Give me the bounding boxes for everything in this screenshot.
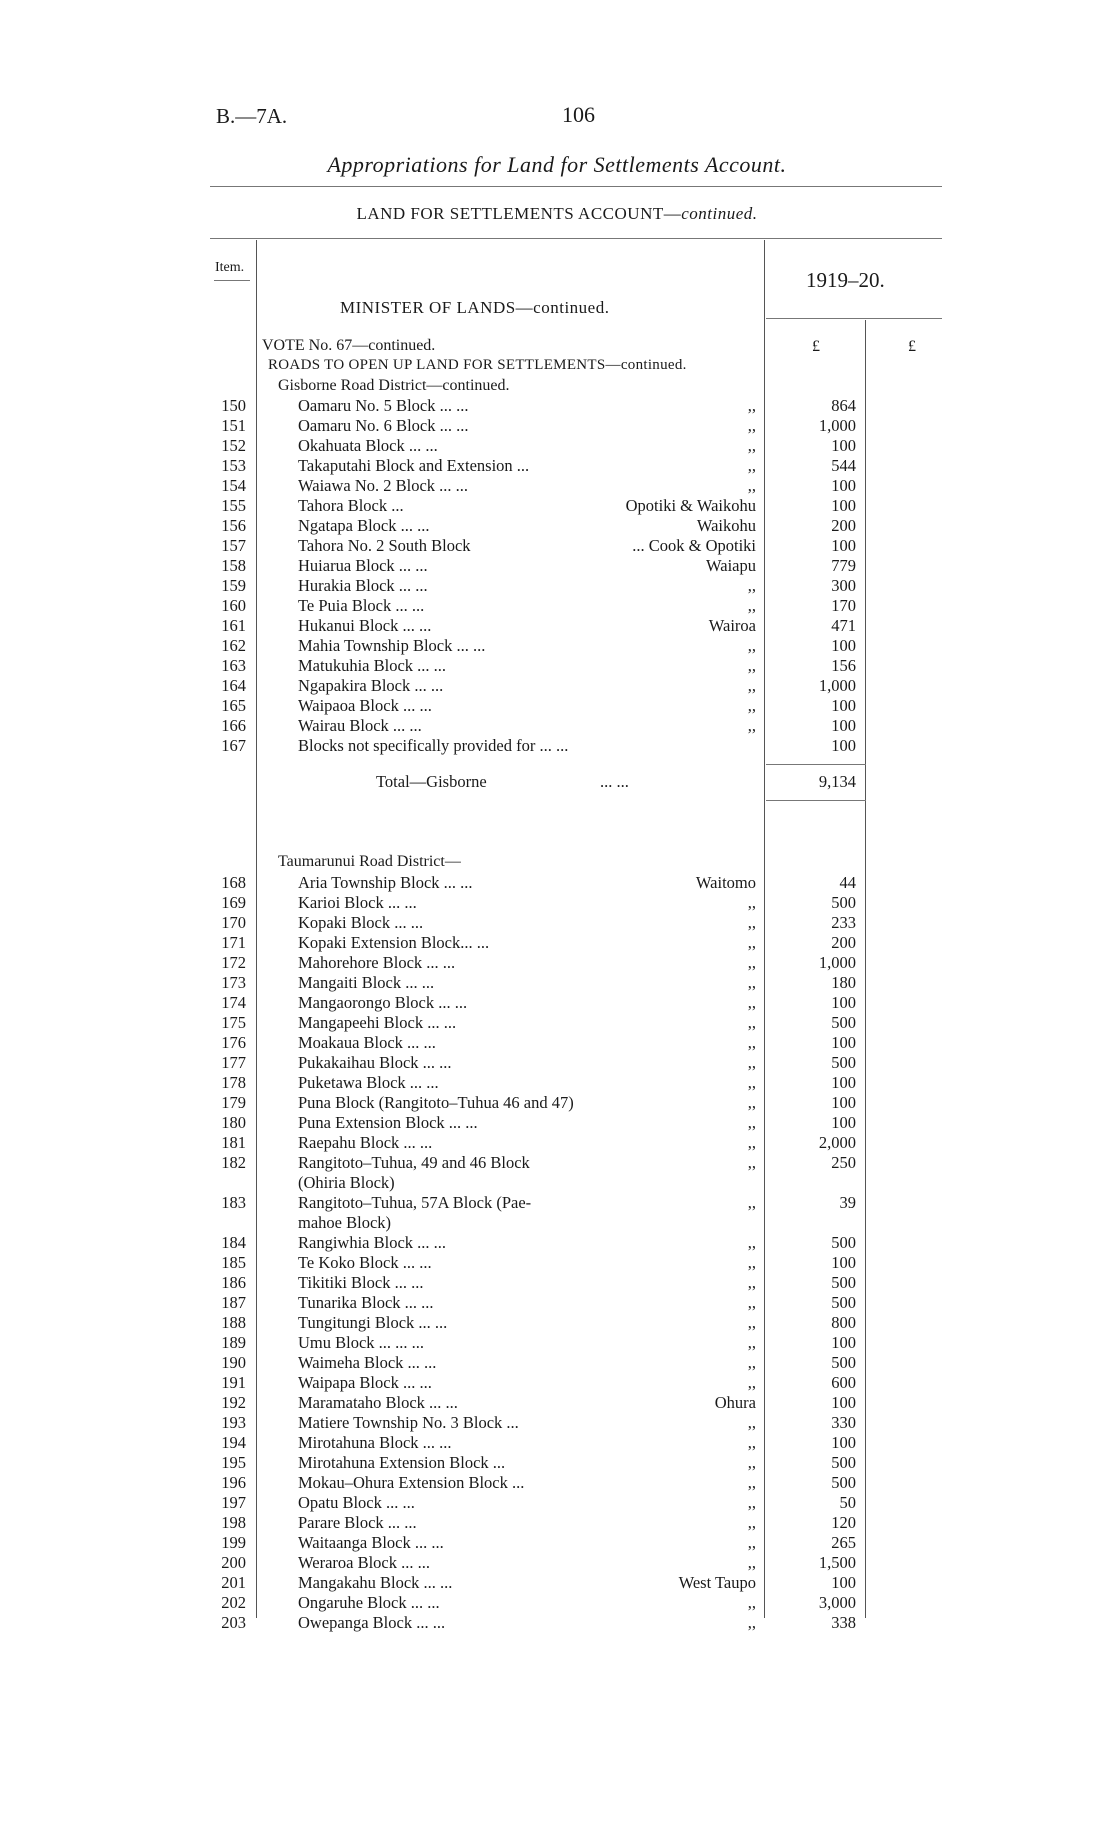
district-name: Wairoa [708, 616, 756, 635]
district-name: Waiapu [706, 556, 756, 575]
block-name: Waipapa Block ... ... [298, 1373, 432, 1392]
item-number: 202 [221, 1593, 246, 1612]
vote-heading: VOTE No. 67—continued. [262, 337, 436, 354]
item-number: 167 [221, 736, 246, 755]
block-name: Tungitungi Block ... ... [298, 1313, 448, 1332]
table-row [0, 636, 1114, 656]
block-name: Te Koko Block ... ... [298, 1253, 432, 1272]
item-number: 183 [221, 1193, 246, 1212]
district-name: ,, [747, 973, 756, 992]
item-number: 159 [221, 576, 246, 595]
table-row [0, 933, 1114, 953]
block-name: Tunarika Block ... ... [298, 1293, 434, 1312]
item-number: 173 [221, 973, 246, 992]
total-label: Total—Gisborne [376, 772, 487, 791]
item-number: 152 [221, 436, 246, 455]
item-number: 193 [221, 1413, 246, 1432]
table-row [0, 1273, 1114, 1293]
total-amount: 9,134 [818, 772, 856, 791]
amount: 180 [831, 973, 856, 992]
item-number: 194 [221, 1433, 246, 1452]
amount: 233 [831, 913, 856, 932]
amount: 100 [831, 736, 856, 755]
section-title-main: LAND FOR SETTLEMENTS ACCOUNT— [356, 204, 682, 223]
amount: 156 [831, 656, 856, 675]
table-row [0, 476, 1114, 496]
block-name: Te Puia Block ... ... [298, 596, 425, 615]
block-name: Matukuhia Block ... ... [298, 656, 447, 675]
currency-symbol: £ [908, 338, 916, 355]
district-name: West Taupo [678, 1573, 756, 1592]
amount: 800 [831, 1313, 856, 1332]
item-number: 192 [221, 1393, 246, 1412]
amount: 300 [831, 576, 856, 595]
page-title: Appropriations for Land for Settlements Account. [327, 152, 787, 177]
block-name: Waiawa No. 2 Block ... ... [298, 476, 469, 495]
amount: 100 [831, 1253, 856, 1272]
district-name: ,, [747, 1433, 756, 1452]
block-name: Ngatapa Block ... ... [298, 516, 430, 535]
table-row [0, 1313, 1114, 1333]
block-name: Parare Block ... ... [298, 1513, 417, 1532]
item-number: 150 [221, 396, 246, 415]
block-name: Tahora Block ... [298, 496, 404, 515]
table-row [0, 616, 1114, 636]
table-row [0, 1233, 1114, 1253]
item-number: 185 [221, 1253, 246, 1272]
table-row [0, 736, 1114, 756]
table-row [0, 893, 1114, 913]
district-name: ,, [747, 1353, 756, 1372]
amount: 1,000 [818, 676, 856, 695]
block-name: Puketawa Block ... ... [298, 1073, 439, 1092]
table-row [0, 1433, 1114, 1453]
table-top-rule [210, 238, 942, 239]
amount: 3,000 [818, 1593, 856, 1612]
item-number: 182 [221, 1153, 246, 1172]
amount: 100 [831, 476, 856, 495]
district-name: ,, [747, 1033, 756, 1052]
amount: 338 [831, 1613, 856, 1632]
district-name: ,, [747, 1133, 756, 1152]
table-row [0, 1033, 1114, 1053]
item-number: 181 [221, 1133, 246, 1152]
item-number: 180 [221, 1113, 246, 1132]
table-row [0, 516, 1114, 536]
block-name-continuation: mahoe Block) [298, 1213, 392, 1232]
amount: 1,500 [818, 1553, 856, 1572]
table-row [0, 1253, 1114, 1273]
district-name: ,, [747, 1553, 756, 1572]
block-name: Kopaki Block ... ... [298, 913, 424, 932]
district-name: ,, [747, 1593, 756, 1612]
table-row [0, 1153, 1114, 1193]
amount: 100 [831, 716, 856, 735]
block-name: Mangaiti Block ... ... [298, 973, 435, 992]
amount: 120 [831, 1513, 856, 1532]
amount: 100 [831, 993, 856, 1012]
amount: 500 [831, 1233, 856, 1252]
item-number: 172 [221, 953, 246, 972]
item-number: 169 [221, 893, 246, 912]
district-name: Waikohu [696, 516, 756, 535]
table-row [0, 556, 1114, 576]
item-number: 157 [221, 536, 246, 555]
block-name: Rangiwhia Block ... ... [298, 1233, 447, 1252]
block-name: Umu Block ... ... ... [298, 1333, 425, 1352]
table-row [0, 1533, 1114, 1553]
total-leader-dots: ... ... [600, 772, 629, 791]
district-name: ,, [747, 1293, 756, 1312]
total-lower-rule [766, 800, 866, 801]
table-row [0, 993, 1114, 1013]
amount: 330 [831, 1413, 856, 1432]
district-name: ,, [747, 696, 756, 715]
block-name: Huiarua Block ... ... [298, 556, 428, 575]
amount: 100 [831, 1033, 856, 1052]
year-column-header: 1919–20. [806, 268, 885, 292]
block-name: Puna Block (Rangitoto–Tuhua 46 and 47) [298, 1093, 574, 1112]
block-name: Waimeha Block ... ... [298, 1353, 437, 1372]
block-name-continuation: (Ohiria Block) [298, 1173, 395, 1192]
district-name: ,, [747, 953, 756, 972]
item-number: 195 [221, 1453, 246, 1472]
block-name: Kopaki Extension Block... ... [298, 933, 490, 952]
district-name: ,, [747, 1193, 756, 1212]
amount: 500 [831, 1353, 856, 1372]
total-upper-rule [766, 764, 866, 765]
district-name: Opotiki & Waikohu [625, 496, 756, 515]
item-number: 197 [221, 1493, 246, 1512]
item-number: 187 [221, 1293, 246, 1312]
block-name: Mangakahu Block ... ... [298, 1573, 453, 1592]
block-name: Owepanga Block ... ... [298, 1613, 446, 1632]
amount: 779 [831, 556, 856, 575]
item-number: 199 [221, 1533, 246, 1552]
table-row [0, 596, 1114, 616]
district-name: ,, [747, 1533, 756, 1552]
item-number: 151 [221, 416, 246, 435]
district-name: Ohura [714, 1393, 756, 1412]
district-name: ,, [747, 456, 756, 475]
item-number: 162 [221, 636, 246, 655]
district-name: ,, [747, 1073, 756, 1092]
table-row [0, 1113, 1114, 1133]
amount: 170 [831, 596, 856, 615]
roads-heading: ROADS TO OPEN UP LAND FOR SETTLEMENTS—continued. [268, 357, 687, 373]
item-number: 155 [221, 496, 246, 515]
table-row [0, 1373, 1114, 1393]
item-number: 161 [221, 616, 246, 635]
block-name: Opatu Block ... ... [298, 1493, 415, 1512]
table-row [0, 416, 1114, 436]
item-number: 200 [221, 1553, 246, 1572]
district-name: ,, [747, 1493, 756, 1512]
table-row [0, 1193, 1114, 1233]
item-header-rule [214, 280, 250, 281]
item-number: 190 [221, 1353, 246, 1372]
section-title [0, 204, 1114, 224]
page-reference: B.—7A. [216, 104, 288, 128]
block-name: Oamaru No. 5 Block ... ... [298, 396, 469, 415]
item-number: 158 [221, 556, 246, 575]
amount: 500 [831, 893, 856, 912]
block-name: Okahuata Block ... ... [298, 436, 438, 455]
table-row [0, 1133, 1114, 1153]
amount: 544 [831, 456, 856, 475]
amount: 500 [831, 1293, 856, 1312]
block-name: Mangapeehi Block ... ... [298, 1013, 457, 1032]
block-name: Blocks not specifically provided for ... ... [298, 736, 569, 755]
table-row [0, 1393, 1114, 1413]
district-name: ,, [747, 656, 756, 675]
district-name: ,, [747, 436, 756, 455]
title-rule [210, 186, 942, 187]
amount: 100 [831, 1433, 856, 1452]
item-number: 186 [221, 1273, 246, 1292]
table-row [0, 1353, 1114, 1373]
block-name: Mirotahuna Extension Block ... [298, 1453, 506, 1472]
table-row [0, 1553, 1114, 1573]
district-name: ,, [747, 1453, 756, 1472]
district-name: ,, [747, 1093, 756, 1112]
block-name: Rangitoto–Tuhua, 57A Block (Pae- [298, 1193, 532, 1212]
item-column-header: Item. [215, 260, 245, 275]
block-name: Mahorehore Block ... ... [298, 953, 456, 972]
amount: 864 [831, 396, 856, 415]
item-number: 154 [221, 476, 246, 495]
table-row [0, 1093, 1114, 1113]
item-number: 170 [221, 913, 246, 932]
table-row [0, 496, 1114, 516]
district-name: ,, [747, 636, 756, 655]
district-name: ,, [747, 676, 756, 695]
district-name: ,, [747, 576, 756, 595]
block-name: Wairau Block ... ... [298, 716, 422, 735]
total-row [0, 772, 1114, 792]
table-row [0, 1573, 1114, 1593]
district-name: ,, [747, 1253, 756, 1272]
district-name: ,, [747, 596, 756, 615]
table-row [0, 576, 1114, 596]
item-number: 176 [221, 1033, 246, 1052]
district-name: ,, [747, 1113, 756, 1132]
item-number: 189 [221, 1333, 246, 1352]
block-name: Waipaoa Block ... ... [298, 696, 432, 715]
page-number: 106 [562, 102, 595, 127]
table-row [0, 1293, 1114, 1313]
table-row [0, 953, 1114, 973]
district-name: ,, [747, 1233, 756, 1252]
amount: 100 [831, 1573, 856, 1592]
district-name: ,, [747, 1413, 756, 1432]
district-name: ... Cook & Opotiki [632, 536, 756, 555]
table-row [0, 1493, 1114, 1513]
table-row [0, 1513, 1114, 1533]
district-name: ,, [747, 1513, 756, 1532]
block-name: Matiere Township No. 3 Block ... [298, 1413, 519, 1432]
item-number: 178 [221, 1073, 246, 1092]
amount: 100 [831, 696, 856, 715]
district-name: ,, [747, 1473, 756, 1492]
block-name: Mahia Township Block ... ... [298, 636, 486, 655]
block-name: Aria Township Block ... ... [298, 873, 473, 892]
item-number: 164 [221, 676, 246, 695]
year-header-rule [766, 318, 942, 319]
table-row [0, 1073, 1114, 1093]
amount: 44 [839, 873, 856, 892]
minister-heading: MINISTER OF LANDS—continued. [340, 298, 610, 317]
item-number: 166 [221, 716, 246, 735]
block-name: Puna Extension Block ... ... [298, 1113, 478, 1132]
amount: 100 [831, 1393, 856, 1412]
item-number: 160 [221, 596, 246, 615]
table-row [0, 676, 1114, 696]
district-name: ,, [747, 416, 756, 435]
item-number: 168 [221, 873, 246, 892]
amount: 1,000 [818, 416, 856, 435]
table-row [0, 656, 1114, 676]
district-name: ,, [747, 1273, 756, 1292]
block-name: Raepahu Block ... ... [298, 1133, 433, 1152]
district-name: ,, [747, 1613, 756, 1632]
block-name: Moakaua Block ... ... [298, 1033, 436, 1052]
amount: 265 [831, 1533, 856, 1552]
item-number: 171 [221, 933, 246, 952]
item-number: 188 [221, 1313, 246, 1332]
table-row [0, 1053, 1114, 1073]
amount: 39 [839, 1193, 856, 1212]
taumarunui-district-heading: Taumarunui Road District— [278, 853, 461, 870]
block-name: Tikitiki Block ... ... [298, 1273, 424, 1292]
district-name: Waitomo [695, 873, 756, 892]
block-name: Mokau–Ohura Extension Block ... [298, 1473, 525, 1492]
item-number: 153 [221, 456, 246, 475]
block-name: Oamaru No. 6 Block ... ... [298, 416, 469, 435]
district-name: ,, [747, 933, 756, 952]
item-number: 156 [221, 516, 246, 535]
item-number: 196 [221, 1473, 246, 1492]
table-row [0, 536, 1114, 556]
item-number: 191 [221, 1373, 246, 1392]
district-name: ,, [747, 1313, 756, 1332]
amount: 1,000 [818, 953, 856, 972]
block-name: Ngapakira Block ... ... [298, 676, 444, 695]
amount: 100 [831, 1333, 856, 1352]
amount: 200 [831, 933, 856, 952]
item-number: 198 [221, 1513, 246, 1532]
district-name: ,, [747, 1153, 756, 1172]
block-name: Ongaruhe Block ... ... [298, 1593, 440, 1612]
item-number: 177 [221, 1053, 246, 1072]
item-number: 201 [221, 1573, 246, 1592]
district-name: ,, [747, 913, 756, 932]
amount: 100 [831, 436, 856, 455]
district-name: ,, [747, 1333, 756, 1352]
block-name: Weraroa Block ... ... [298, 1553, 430, 1572]
block-name: Mirotahuna Block ... ... [298, 1433, 452, 1452]
amount: 500 [831, 1053, 856, 1072]
amount: 100 [831, 1073, 856, 1092]
item-number: 165 [221, 696, 246, 715]
district-name: ,, [747, 1373, 756, 1392]
amount: 2,000 [818, 1133, 856, 1152]
amount: 500 [831, 1453, 856, 1472]
amount: 100 [831, 496, 856, 515]
table-row [0, 456, 1114, 476]
block-name: Takaputahi Block and Extension ... [298, 456, 530, 475]
item-number: 179 [221, 1093, 246, 1112]
table-row [0, 1613, 1114, 1633]
block-name: Mangaorongo Block ... ... [298, 993, 468, 1012]
district-name: ,, [747, 1013, 756, 1032]
block-name: Pukakaihau Block ... ... [298, 1053, 452, 1072]
table-row [0, 973, 1114, 993]
district-name: ,, [747, 716, 756, 735]
block-name: Maramataho Block ... ... [298, 1393, 458, 1412]
district-name: ,, [747, 1053, 756, 1072]
table-row [0, 436, 1114, 456]
table-row [0, 1593, 1114, 1613]
district-name: ,, [747, 396, 756, 415]
block-name: Rangitoto–Tuhua, 49 and 46 Block [298, 1153, 530, 1172]
item-number: 163 [221, 656, 246, 675]
block-name: Tahora No. 2 South Block [298, 536, 471, 555]
block-name: Waitaanga Block ... ... [298, 1533, 444, 1552]
table-row [0, 396, 1114, 416]
table-row [0, 696, 1114, 716]
amount: 250 [831, 1153, 856, 1172]
amount: 500 [831, 1273, 856, 1292]
block-name: Hurakia Block ... ... [298, 576, 428, 595]
table-row [0, 1453, 1114, 1473]
amount: 100 [831, 1093, 856, 1112]
amount: 500 [831, 1013, 856, 1032]
currency-symbol: £ [812, 338, 820, 355]
table-row [0, 1473, 1114, 1493]
gisborne-district-heading: Gisborne Road District—continued. [278, 377, 510, 394]
table-row [0, 913, 1114, 933]
item-number: 203 [221, 1613, 246, 1632]
block-name: Hukanui Block ... ... [298, 616, 432, 635]
table-row [0, 1333, 1114, 1353]
amount: 50 [839, 1493, 856, 1512]
amount: 100 [831, 1113, 856, 1132]
amount: 100 [831, 536, 856, 555]
district-name: ,, [747, 476, 756, 495]
amount: 200 [831, 516, 856, 535]
district-name: ,, [747, 993, 756, 1012]
district-name: ,, [747, 893, 756, 912]
amount: 471 [831, 616, 856, 635]
amount: 500 [831, 1473, 856, 1492]
item-number: 174 [221, 993, 246, 1012]
amount: 100 [831, 636, 856, 655]
section-title-continued: continued. [681, 204, 758, 223]
item-number: 175 [221, 1013, 246, 1032]
table-row [0, 1413, 1114, 1433]
table-row [0, 1013, 1114, 1033]
block-name: Karioi Block ... ... [298, 893, 417, 912]
amount: 600 [831, 1373, 856, 1392]
table-row [0, 716, 1114, 736]
table-row [0, 873, 1114, 893]
item-number: 184 [221, 1233, 246, 1252]
